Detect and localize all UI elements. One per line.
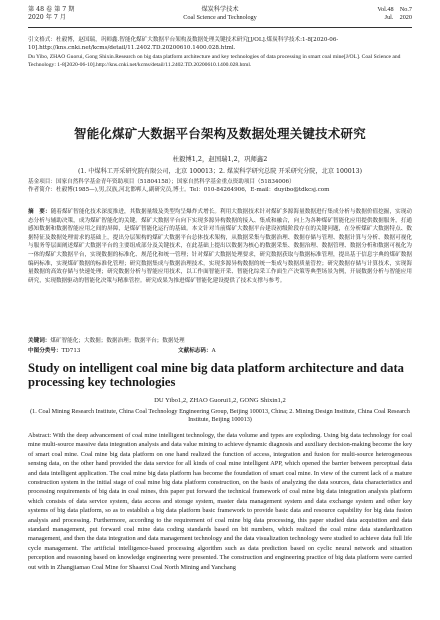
volume-issue-cn: 第 48 卷 第 7 期 xyxy=(28,6,75,13)
title-en: Study on intelligent coal mine big data platform architecture and data processing key technologies xyxy=(28,361,404,389)
journal-name xyxy=(28,6,412,22)
keywords-cn-label: 关键词： xyxy=(28,338,51,344)
clc-label: 中图分类号： xyxy=(28,348,62,354)
affiliation-en: (1. Coal Mining Research Institute, China Coal Technology Engineering Group, Beijing 100013, China; 2. Mining Design Institute, China Coal Research Institute, Beijing 100013) xyxy=(30,408,410,424)
affiliation-cn: (1. 中煤科工开采研究院有限公司，北京 100013；2. 煤炭科学研究总院 开采研究分院，北京 100013) xyxy=(77,168,363,175)
classification-line xyxy=(28,347,412,355)
clc-value: TD713 xyxy=(61,348,81,354)
funding-info: 基金项目：国家自然科学基金青年资助项目（51804158）；国家自然科学基金重点资助项目（51834006） xyxy=(28,179,295,185)
abstract-cn xyxy=(28,208,412,285)
running-header xyxy=(28,6,412,32)
fund-block xyxy=(28,178,412,195)
authors-en: DU Yibo1,2, ZHAO Guorui1,2, GONG Shixin1,2 xyxy=(154,397,286,404)
abstract-en: Abstract: With the deep advancement of coal mine intelligent technology, the data volume and types are exploding. Using big data technology for coal mine multi-source massive data integration analysis and data value mining to achieve dynamic diagnosis and auxiliary decision-making become the key of smart coal mine. Coal mine big data platform on one hand realized the function of access, integration and fusion for multi-source heterogeneous sensing data, on the other hand provided the data service for all kinds of coal mine intelligent APP, which opened the barrier between perceptual data and data intelligent application. The coal mine big data platform has become the foundation of smart coal mine. In view of the current lack of a mature construction system in the initial stage of coal mine big data platform construction, on the basis of analyzing the data sources, data characteristics and processing requirements of big data in coal mines, this paper put forward the technical framework of coal mine big data integration analysis platform which consists of data service system, data access and storage system, master data management system and data exchange system and other key systems of big data platform, so as to establish a big data platform basic framework to provide basic data and resource capability for big data fusion analysis and processing. Furthermore, according to the requirement of coal mine big data processing, this paper studied data acquisition and data standard management, put forward coal mine data coding standards based on bit numbers, which realized the coal mine data standardization management, and then the data integration and data management technology and the data visualization technology were studied to achieve data full life cycle management. The artificial intelligence-based processing algorithm such as data prediction based on cyclic neural network and situation perception and reasoning based on knowledge engineering were presented. The construction and engineering practice of big data platform were carried out with in Zhangjiamao Coal Mine for Shaanxi Coal North Mining and Yanchang xyxy=(28,432,412,571)
header-rule xyxy=(28,27,412,28)
doc-group xyxy=(178,347,216,355)
title-cn: 智能化煤矿大数据平台架构及数据处理关键技术研究 xyxy=(74,126,366,141)
volume-issue-en xyxy=(377,6,412,22)
journal-name-en: Coal Science and Technology xyxy=(183,14,257,21)
citation-cn: 引文格式：杜毅博，赵国瑞，巩师鑫.智能化煤矿大数据平台架构及数据处理关键技术研究[J/OL].煤炭科学技术:1-8[2020-06-10].http://kns.cnki.net/kcms/detail/11.2402.TD.20200610.1400.028.html. xyxy=(28,37,339,52)
authors-cn: 杜毅博1,2，赵国瑞1,2，巩师鑫2 xyxy=(172,155,268,163)
citation-en: Du Yibo, ZHAO Guorui, Gong Shixin.Research on big data platform architecture and key technologies of data processing in smart coal mine[J/OL]. Coal Science and Technology: 1-8[2020-06-10].http://kns.cnki.net/kcms/detail/11.2402.TD.20200610.1400.028.html. xyxy=(28,53,401,68)
abstract-cn-text: 随着煤矿智能化技术深度推进，其数据量级及类型均呈爆炸式增长。利用大数据技术针对煤矿多源海量数据进行集成分析与数据价值挖掘，实现动态分析与辅助决策，成为煤矿智能化的关键。煤矿大数据平台向下实现多源异构数据的接入、集成和融合，向上为各种煤矿智能化应用提供数据服务，打通感知数据和数据智能应用之间的屏障，是煤矿智能化运行的基础。本文针对当前煤矿大数据平台建设初级阶段存在的关键问题，在分析煤矿大数据特点、数据特征及数据处理需求的基础上，提出分层架构的煤矿大数据平台总体技术架构，从数据采集与数据治理、数据存储与管理、数据计算与分析、数据可视化与服务等层面阐述煤矿大数据平台的主要组成部分及关键技术，在此基础上提出以数据为核心的数据采集、数据治理、数据管理、数据分析和数据可视化为一体的煤矿大数据平台，实现数据的标准化、规范化和统一管理；针对煤矿大数据处理要求，研究数据获取与数据标准管理，提出基于信息字典的煤矿数据编码标准，实现煤矿数据的标准化管理；研究数据集成与数据治理技术，实现多源异构数据的统一集成与数据质量管控；研究数据存储与计算技术，实现海量数据的高效存储与快速处理；研究数据分析与智能应用技术，以工作面智能开采、智能化综采工作面生产决策等典型场景为例，开展数据分析与智能应用研究，实现数据驱动的智能化决策与精准管控。研究成果为推进煤矿智能化建设提供了技术支撑与参考。 xyxy=(28,209,412,284)
clc-group xyxy=(28,347,178,355)
doc-value: A xyxy=(211,348,216,354)
date-en: Jul. 2020 xyxy=(384,14,412,21)
author-info: 作者简介：杜毅博(1985—),男,汉族,河北邯郸人,副研究员,博士。Tel：010-84264906，E-mail：duyibo@tdkcsj.com xyxy=(28,187,330,194)
vol-no-en: Vol.48 No.7 xyxy=(377,6,412,13)
abstract-cn-label: 摘 要： xyxy=(28,209,51,215)
keywords-cn xyxy=(28,337,412,345)
keywords-cn-text: 煤矿智能化；大数据；数据治理；数据平台；数据处理 xyxy=(50,338,185,344)
date-cn: 2020 年 7 月 xyxy=(28,14,66,21)
journal-name-cn: 煤炭科学技术 xyxy=(201,6,239,13)
doc-label: 文献标志码： xyxy=(178,348,212,354)
citation-block xyxy=(28,36,412,69)
